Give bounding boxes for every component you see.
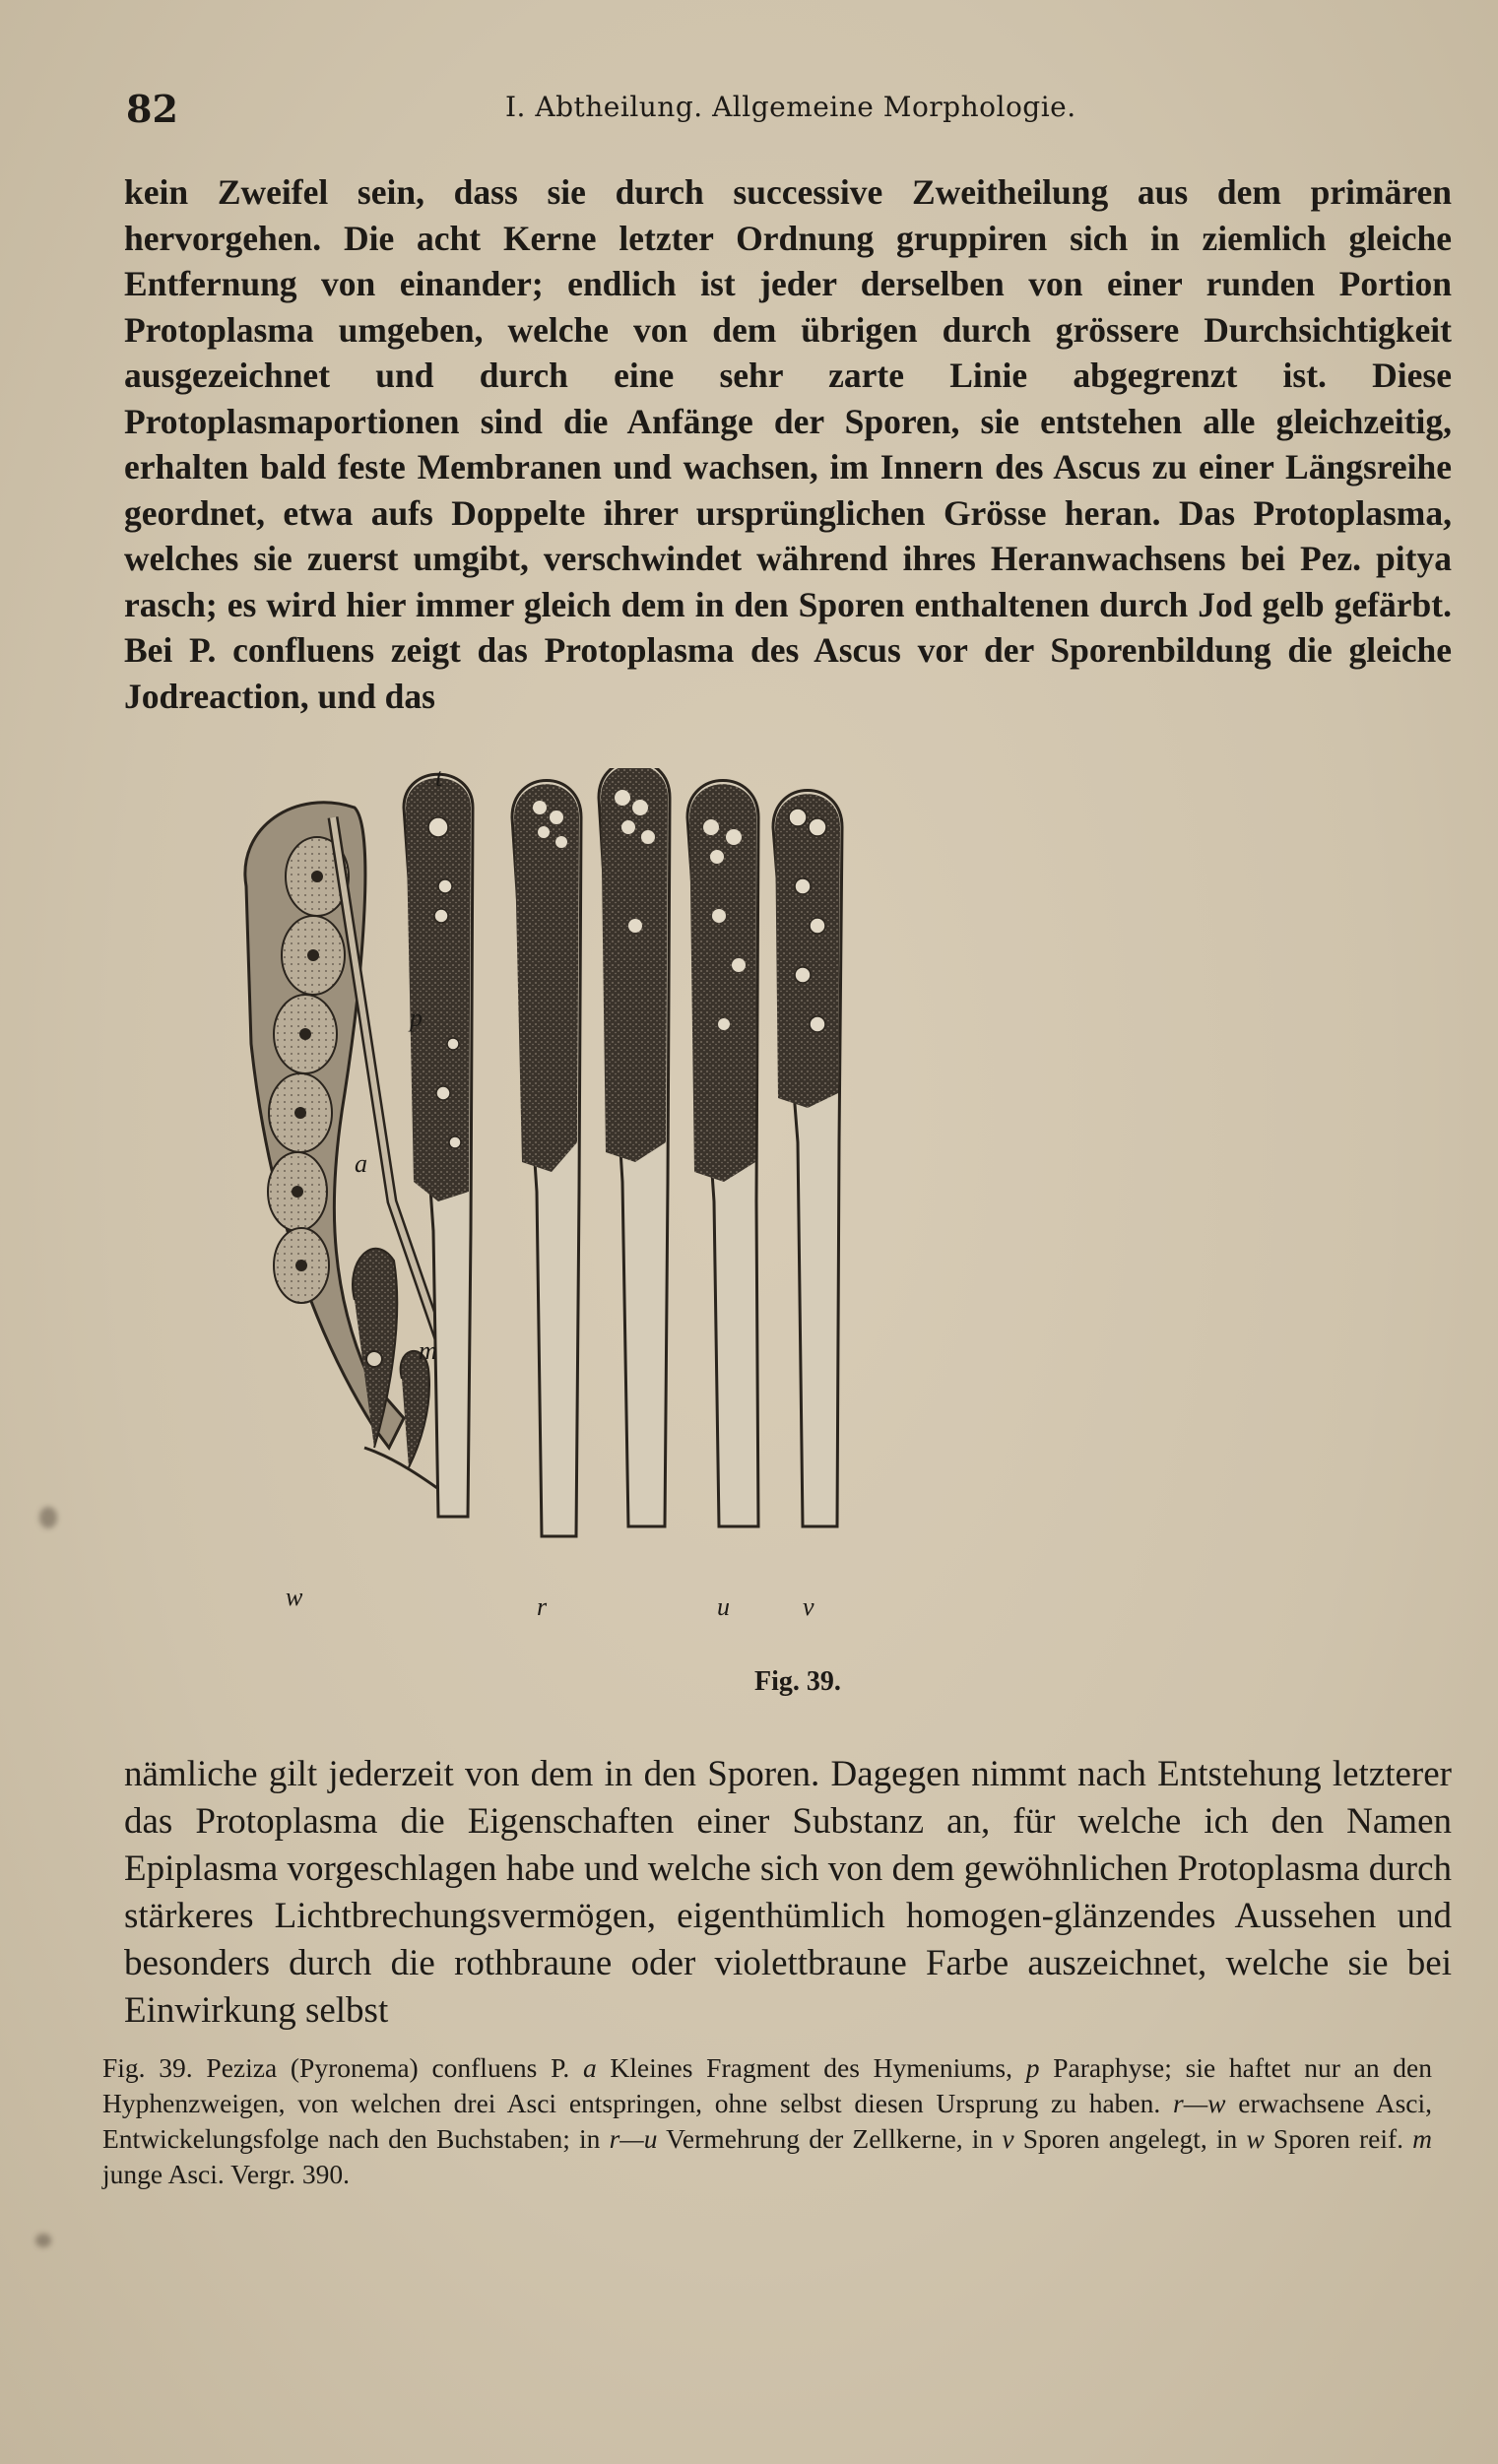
ink-spot xyxy=(39,1507,57,1528)
caption-text: Paraphyse; sie haftet nur an den Hyphenzweigen, von welchen drei Asci entspringen, ohne selbst diesen Ursprung zu haben. xyxy=(102,2052,1433,2118)
letter-a: a xyxy=(355,1149,367,1178)
caption-letter: m xyxy=(1412,2123,1433,2154)
letter-u: u xyxy=(717,1592,730,1621)
body-paragraph: kein Zweifel sein, dass sie durch successive Zweitheilung aus dem primären hervorgehen. Die acht Kerne letzter Ordnung gruppiren sich in ziemlich gleiche Entfernung von einander; endlich ist jeder derselben von einer runden Portion Protoplasma umgeben, welche von dem übrigen durch grössere Durchsichtigkeit ausgezeichnet und durch eine sehr zarte Linie abgegrenzt ist. Diese Protoplasmaportionen sind die Anfänge der Sporen, sie entstehen alle gleichzeitig, erhalten bald feste Membranen und wachsen, im Innern des Ascus zu einer Längsreihe geordnet, etwa aufs Doppelte ihrer ursprünglichen Grösse heran. Das Protoplasma, welches sie zuerst umgibt, verschwindet während ihres Heranwachsens bei Pez. pitya rasch; es wird hier immer gleich dem in den Sporen enthaltenen durch Jod gelb gefärbt. Bei P. confluens zeigt das Protoplasma des Ascus vor der Sporenbildung die gleiche Jodreaction, und das xyxy=(124,172,1452,716)
caption-letter: p xyxy=(1025,2052,1040,2083)
letter-p: p xyxy=(410,1004,423,1032)
ascus-u xyxy=(687,781,758,1527)
caption-letter: r—u xyxy=(609,2123,658,2154)
letter-m: m xyxy=(419,1336,437,1365)
letter-t: t xyxy=(435,768,443,792)
running-title: I. Abtheilung. Allgemeine Morphologie. xyxy=(505,91,1076,123)
ascus-v xyxy=(773,791,842,1527)
body-paragraph: nämliche gilt jederzeit von dem in den Sporen. Dagegen nimmt nach Entstehung letzterer das Protoplasma die Eigenschaften einer Substanz an, für welche ich den Namen Epiplasma vorgeschlagen habe und welche sich von dem gewöhnlichen Protoplasma durch stärkeres Lichtbrechungsvermögen, eigenthümlich homogen-glänzendes Aussehen und besonders durch die rothbraune oder violettbraune Farbe auszeichnet, welche sie bei Einwirkung selbst xyxy=(124,1754,1452,2031)
caption-letter: a xyxy=(582,2052,597,2083)
ink-spot xyxy=(35,2234,51,2247)
asci-drawing xyxy=(227,768,1330,1654)
caption-text: Sporen reif. xyxy=(1272,2123,1404,2154)
caption-text: Kleines Fragment des Hymeniums, xyxy=(610,2052,1012,2083)
ascus-s xyxy=(599,768,670,1526)
page-number: 82 xyxy=(126,87,178,131)
caption-text: Vermehrung der Zellkerne, in xyxy=(666,2123,994,2154)
caption-text: erwachsene Asci, Entwickelungsfolge nach den Buchstaben; in xyxy=(102,2088,1433,2154)
caption-letter: w xyxy=(1246,2123,1265,2154)
caption-letter: v xyxy=(1002,2123,1014,2154)
caption-letter: r—w xyxy=(1173,2088,1226,2118)
letter-r: r xyxy=(537,1592,548,1621)
page-header xyxy=(126,87,1439,136)
ascus-r xyxy=(512,781,581,1537)
caption-lead: Fig. 39. Peziza (Pyronema) confluens P. xyxy=(102,2052,570,2083)
figure-39-illustration xyxy=(227,768,1330,1654)
figure-caption xyxy=(102,2050,1432,2192)
letter-v: v xyxy=(803,1592,814,1621)
figure-label: Fig. 39. xyxy=(754,1666,841,1697)
caption-text: Sporen angelegt, in xyxy=(1022,2123,1238,2154)
letter-w: w xyxy=(286,1583,303,1611)
caption-text: junge Asci. Vergr. 390. xyxy=(102,2159,351,2189)
